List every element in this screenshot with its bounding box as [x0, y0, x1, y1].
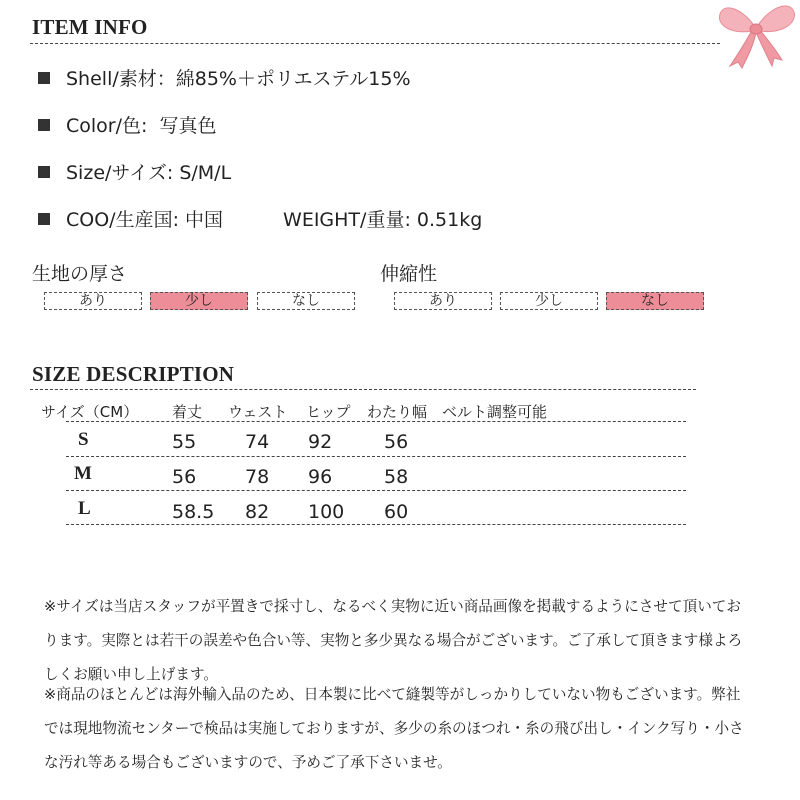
table-cell: 82: [245, 501, 270, 523]
size-label-m: M: [74, 463, 92, 484]
thickness-option-ari: あり: [44, 292, 142, 310]
size-label-s: S: [78, 429, 89, 450]
stretch-option-ari: あり: [394, 292, 492, 310]
info-color-text: Color/色: 写真色: [66, 115, 217, 137]
note-sizing: ※サイズは当店スタッフが平置きで採寸し、なるべく実物に近い商品画像を掲載するようにさせて頂いております。実際とは若干の誤差や色合い等、実物と多少異なる場合がございます。ご了承して頂きます様よろしくお願い申し上げます。: [44, 598, 743, 683]
size-description-heading: SIZE DESCRIPTION: [32, 362, 235, 386]
info-coo-text: COO/生産国: 中国: [66, 209, 224, 231]
table-cell: 74: [245, 431, 270, 453]
bullet-square-icon: [38, 166, 50, 178]
info-row-size: [38, 158, 231, 185]
info-row-color: [38, 111, 217, 138]
table-cell: 56: [172, 466, 197, 488]
col-header-length: 着丈: [172, 403, 203, 421]
table-divider: [66, 490, 686, 491]
stretch-option-sukoshi: 少し: [500, 292, 598, 310]
col-header-belt: ベルト調整可能: [442, 403, 548, 421]
table-cell: 100: [308, 501, 345, 523]
info-row-coo: [38, 205, 482, 232]
info-row-shell: [38, 64, 411, 91]
size-description-divider: [30, 389, 696, 390]
bullet-square-icon: [38, 213, 50, 225]
table-cell: 96: [308, 466, 333, 488]
thickness-option-sukoshi: 少し: [150, 292, 248, 310]
bullet-square-icon: [38, 72, 50, 84]
size-label-l: L: [78, 498, 91, 519]
stretch-title: 伸縮性: [380, 263, 438, 285]
info-size-text: Size/サイズ: S/M/L: [66, 162, 232, 184]
item-info-divider: [30, 43, 720, 44]
col-header-waist: ウェスト: [228, 403, 288, 421]
col-header-hip: ヒップ: [306, 403, 351, 421]
table-cell: 55: [172, 431, 197, 453]
info-shell-text: Shell/素材：綿85%＋ポリエステル15%: [66, 68, 411, 90]
table-divider: [66, 421, 686, 422]
col-header-size: サイズ（CM）: [41, 403, 139, 421]
stretch-option-nashi: なし: [606, 292, 704, 310]
table-cell: 60: [384, 501, 409, 523]
item-info-heading: ITEM INFO: [32, 15, 148, 39]
table-cell: 56: [384, 431, 409, 453]
info-weight-text: WEIGHT/重量: 0.51kg: [283, 209, 483, 231]
table-cell: 78: [245, 466, 270, 488]
fabric-thickness-title: 生地の厚さ: [32, 263, 128, 285]
ribbon-bow-icon: [712, 0, 800, 70]
table-divider: [66, 524, 686, 525]
col-header-thigh: わたり幅: [367, 403, 428, 421]
bullet-square-icon: [38, 119, 50, 131]
table-cell: 92: [308, 431, 333, 453]
note-quality: ※商品のほとんどは海外輸入品のため、日本製に比べて縫製等がしっかりしていない物もございます。弊社では現地物流センターで検品は実施しておりますが、多少の糸のほつれ・糸の飛び出し・インク写り・小さな汚れ等ある場合もございますので、予めご了承下さいませ。: [44, 686, 744, 771]
thickness-option-nashi: なし: [257, 292, 355, 310]
table-cell: 58.5: [172, 501, 215, 523]
table-divider: [66, 456, 686, 457]
table-cell: 58: [384, 466, 409, 488]
